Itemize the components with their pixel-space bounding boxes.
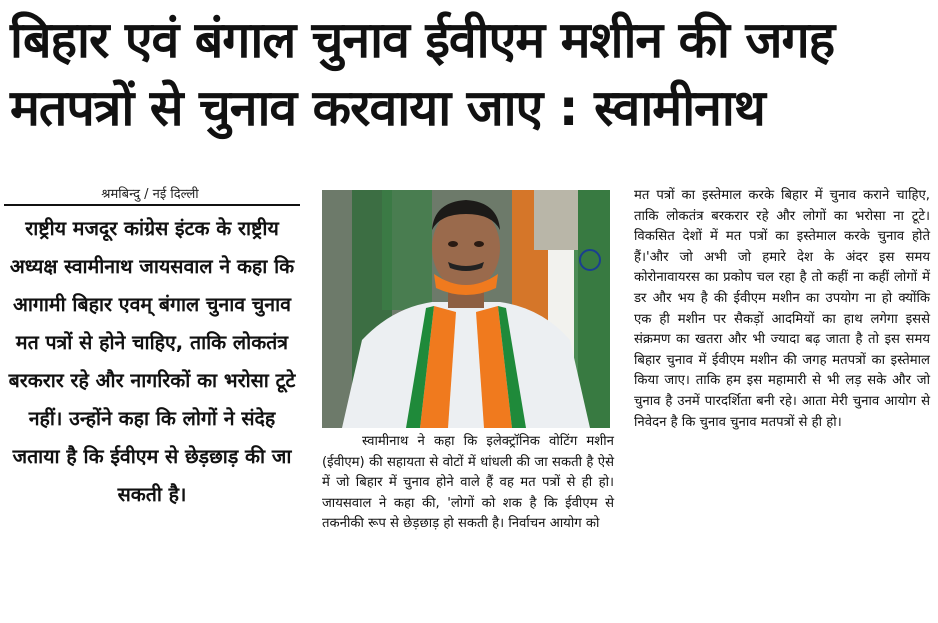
body-column-3: मत पत्रों का इस्तेमाल करके बिहार में चुनाव कराने चाहिए, ताकि लोकतंत्र बरकरार रहे और लोगों का भरोसा ना टूटे। विकसित देशों में मत पत्रों का इस्तेमाल करके चुनाव होते हैं।'और जो अभी जो हमारे देश के अंदर इस समय कोरोनावायरस का प्रकोप चल रहा है तो कहीं ना कहीं लोगों में डर और भय है की ईवीएम मशीन का उपयोग ना हो क्योंकि एक ही मशीन पर सैकड़ों आदमियों का हाथ लगेगा इससे संक्रमण का खतरा और भी ज्यादा बढ़ जाता है तो इस समय बिहार चुनाव में ईवीएम मशीन की जगह मतपत्रों का इस्तेमाल किया जाए। ताकि हम इस महामारी से भी लड़ सके और जो चुनाव है उनमें पारदर्शिता बनी रहे। आता मेरी चुनाव आयोग से निवेदन है कि चुनाव चुनाव मतपत्रों से ही हो।	[634, 188, 930, 430]
headline	[10, 6, 930, 142]
headline-line-2: मतपत्रों से चुनाव करवाया जाए : स्वामीनाथ	[10, 79, 765, 137]
body-column-2: स्वामीनाथ ने कहा कि इलेक्ट्रॉनिक वोटिंग मशीन (ईवीएम) की सहायता से वोटों में धांधली की जा सकती है ऐसे में जो बिहार में चुनाव होने वाले हैं वह मत पत्रों से ही हो। जायसवाल ने कहा की, 'लोगों को शक है कि ईवीएम से तकनीकी रूप से छेड़छाड़ हो सकती है। निर्वाचन आयोग को	[322, 434, 614, 532]
portrait-photo	[322, 190, 610, 428]
headline-line-1: बिहार एवं बंगाल चुनाव ईवीएम मशीन की जगह	[10, 11, 835, 69]
byline-divider	[4, 204, 300, 206]
lead-paragraph: राष्ट्रीय मजदूर कांग्रेस इंटक के राष्ट्रीय अध्यक्ष स्वामीनाथ जायसवाल ने कहा कि आगामी बिहार एवम् बंगाल चुनाव चुनाव मत पत्रों से होने चाहिए, ताकि लोकतंत्र बरकरार रहे और नागरिकों का भरोसा टूटे नहीं। उन्होंने कहा कि लोगों ने संदेह जताया है कि ईवीएम से छेड़छाड़ की जा सकती है।	[8, 217, 296, 506]
portrait-illustration	[322, 190, 610, 428]
byline: श्रमबिन्दु / नई दिल्ली	[101, 187, 199, 202]
